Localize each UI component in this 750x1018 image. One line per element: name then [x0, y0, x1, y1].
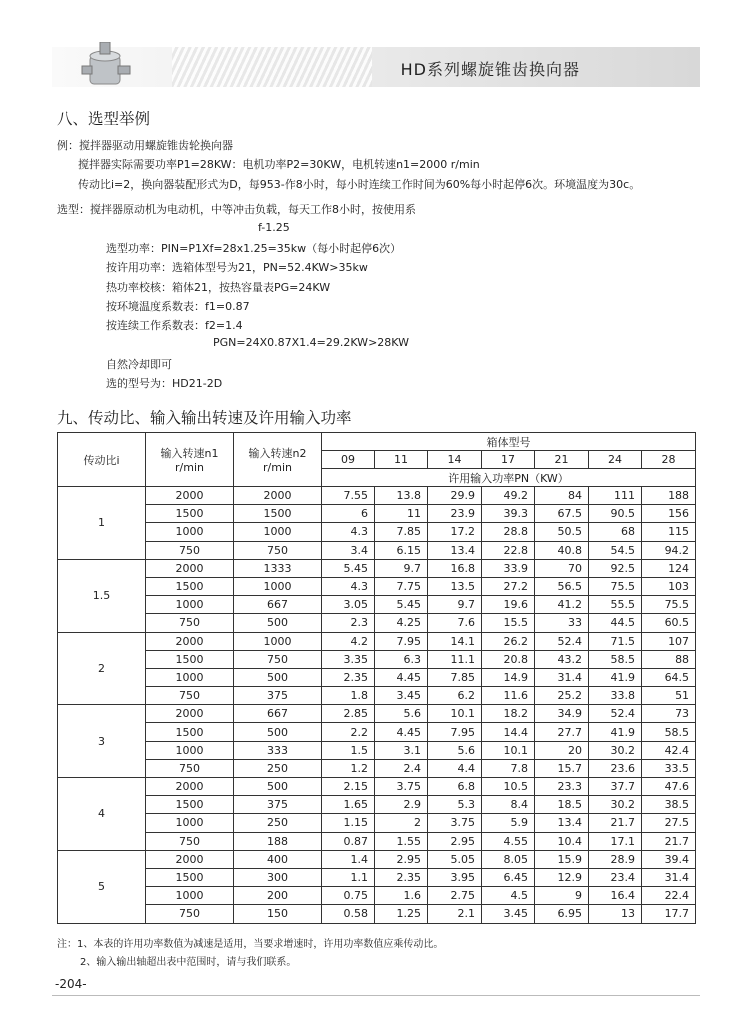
n1-cell: 750 — [146, 614, 234, 632]
power-cell: 7.95 — [375, 632, 428, 650]
power-cell: 4.55 — [482, 832, 535, 850]
power-cell: 6.3 — [375, 650, 428, 668]
table-row — [58, 487, 696, 505]
n1-cell: 2000 — [146, 778, 234, 796]
table-row — [58, 614, 696, 632]
power-cell: 5.05 — [428, 850, 482, 868]
power-cell: 58.5 — [642, 723, 696, 741]
selection-line-8: PGN=24X0.87X1.4=29.2KW>28KW — [213, 336, 409, 349]
power-cell: 14.4 — [482, 723, 535, 741]
box-size-24: 24 — [589, 451, 642, 469]
power-cell: 13.8 — [375, 487, 428, 505]
power-cell: 7.6 — [428, 614, 482, 632]
n2-cell: 150 — [234, 905, 322, 923]
power-cell: 7.85 — [375, 523, 428, 541]
power-cell: 9.7 — [375, 559, 428, 577]
power-cell: 16.8 — [428, 559, 482, 577]
power-cell: 70 — [535, 559, 589, 577]
power-cell: 2.3 — [322, 614, 375, 632]
box-size-28: 28 — [642, 451, 696, 469]
table-row — [58, 905, 696, 923]
power-cell: 43.2 — [535, 650, 589, 668]
ratio-cell: 3 — [58, 705, 146, 778]
table-row — [58, 632, 696, 650]
power-cell: 4.2 — [322, 632, 375, 650]
power-cell: 94.2 — [642, 541, 696, 559]
power-cell: 7.85 — [428, 668, 482, 686]
n1-cell: 1000 — [146, 523, 234, 541]
section-9-title: 九、传动比、输入输出转速及许用输入功率 — [57, 409, 352, 427]
power-cell: 2.35 — [322, 668, 375, 686]
n2-cell: 300 — [234, 868, 322, 886]
n1-cell: 1500 — [146, 723, 234, 741]
power-cell: 188 — [642, 487, 696, 505]
note-2: 2、输入输出轴超出表中范围时，请与我们联系。 — [80, 957, 297, 968]
table-row — [58, 796, 696, 814]
power-cell: 31.4 — [642, 868, 696, 886]
power-cell: 20.8 — [482, 650, 535, 668]
n1-cell: 750 — [146, 759, 234, 777]
power-cell: 2.1 — [428, 905, 482, 923]
table-row — [58, 832, 696, 850]
table-row — [58, 541, 696, 559]
n1-cell: 750 — [146, 832, 234, 850]
header-n2: 输入转速n2 r/min — [234, 433, 322, 487]
power-cell: 23.3 — [535, 778, 589, 796]
power-cell: 58.5 — [589, 650, 642, 668]
power-cell: 30.2 — [589, 796, 642, 814]
ratio-cell: 5 — [58, 850, 146, 923]
selection-line-7: 按连续工作系数表：f2=1.4 — [106, 319, 243, 332]
header-stripes — [172, 47, 372, 87]
power-cell: 31.4 — [535, 668, 589, 686]
table-row — [58, 505, 696, 523]
n2-cell: 400 — [234, 850, 322, 868]
power-cell: 5.9 — [482, 814, 535, 832]
power-cell: 68 — [589, 523, 642, 541]
n1-cell: 1500 — [146, 868, 234, 886]
power-cell: 4.45 — [375, 668, 428, 686]
table-row — [58, 705, 696, 723]
selection-line-5: 热功率校核：箱体21，按热容量表PG=24KW — [106, 281, 331, 294]
n1-cell: 1000 — [146, 814, 234, 832]
table-row — [58, 868, 696, 886]
n2-cell: 750 — [234, 541, 322, 559]
power-cell: 3.35 — [322, 650, 375, 668]
table-row — [58, 814, 696, 832]
n1-cell: 1000 — [146, 668, 234, 686]
power-cell: 39.3 — [482, 505, 535, 523]
power-cell: 2.35 — [375, 868, 428, 886]
table-row — [58, 759, 696, 777]
power-cell: 1.5 — [322, 741, 375, 759]
box-size-09: 09 — [322, 451, 375, 469]
selection-line-1: 选型：搅拌器原动机为电动机，中等冲击负载，每天工作8小时，按使用系 — [57, 203, 416, 216]
power-cell: 27.7 — [535, 723, 589, 741]
power-cell: 15.5 — [482, 614, 535, 632]
power-cell: 13.5 — [428, 577, 482, 595]
table-row — [58, 650, 696, 668]
power-cell: 29.9 — [428, 487, 482, 505]
power-cell: 2.75 — [428, 887, 482, 905]
power-cell: 2.95 — [375, 850, 428, 868]
power-cell: 54.5 — [589, 541, 642, 559]
example-line-1: 例：搅拌器驱动用螺旋锥齿轮换向器 — [57, 139, 233, 152]
power-cell: 4.5 — [482, 887, 535, 905]
power-cell: 21.7 — [589, 814, 642, 832]
selection-line-3: 选型功率：PIN=P1Xf=28x1.25=35kw（每小时起停6次） — [106, 242, 402, 255]
power-cell: 5.6 — [375, 705, 428, 723]
n2-cell: 375 — [234, 687, 322, 705]
n2-cell: 1000 — [234, 577, 322, 595]
power-cell: 22.4 — [642, 887, 696, 905]
power-cell: 73 — [642, 705, 696, 723]
n2-cell: 200 — [234, 887, 322, 905]
table-row — [58, 559, 696, 577]
ratio-cell: 1.5 — [58, 559, 146, 632]
power-cell: 3.75 — [428, 814, 482, 832]
power-cell: 2.2 — [322, 723, 375, 741]
page-number: -204- — [55, 977, 87, 991]
power-cell: 6.95 — [535, 905, 589, 923]
n2-cell: 1000 — [234, 632, 322, 650]
header-ratio: 传动比i — [58, 433, 146, 487]
n1-cell: 2000 — [146, 487, 234, 505]
power-cell: 4.4 — [428, 759, 482, 777]
n2-cell: 1500 — [234, 505, 322, 523]
n2-cell: 188 — [234, 832, 322, 850]
power-cell: 56.5 — [535, 577, 589, 595]
n2-cell: 500 — [234, 668, 322, 686]
power-cell: 52.4 — [589, 705, 642, 723]
power-cell: 23.6 — [589, 759, 642, 777]
n2-cell: 1333 — [234, 559, 322, 577]
power-cell: 107 — [642, 632, 696, 650]
power-cell: 41.2 — [535, 596, 589, 614]
power-cell: 17.7 — [642, 905, 696, 923]
n1-cell: 1000 — [146, 596, 234, 614]
power-cell: 14.9 — [482, 668, 535, 686]
power-cell: 6 — [322, 505, 375, 523]
power-cell: 3.75 — [375, 778, 428, 796]
power-cell: 49.2 — [482, 487, 535, 505]
power-cell: 84 — [535, 487, 589, 505]
n1-cell: 2000 — [146, 850, 234, 868]
selection-line-6: 按环境温度系数表：f1=0.87 — [106, 300, 250, 313]
power-cell: 33.5 — [642, 759, 696, 777]
power-cell: 16.4 — [589, 887, 642, 905]
power-cell: 7.55 — [322, 487, 375, 505]
power-cell: 88 — [642, 650, 696, 668]
power-cell: 52.4 — [535, 632, 589, 650]
box-size-17: 17 — [482, 451, 535, 469]
power-cell: 23.9 — [428, 505, 482, 523]
power-cell: 1.2 — [322, 759, 375, 777]
selection-line-10: 选的型号为：HD21-2D — [106, 377, 223, 390]
power-cell: 11 — [375, 505, 428, 523]
power-cell: 55.5 — [589, 596, 642, 614]
power-cell: 1.4 — [322, 850, 375, 868]
power-cell: 2 — [375, 814, 428, 832]
n2-cell: 750 — [234, 650, 322, 668]
power-cell: 1.25 — [375, 905, 428, 923]
power-cell: 23.4 — [589, 868, 642, 886]
power-cell: 33.8 — [589, 687, 642, 705]
header-band — [52, 47, 700, 87]
power-cell: 1.8 — [322, 687, 375, 705]
power-cell: 4.3 — [322, 577, 375, 595]
power-cell: 71.5 — [589, 632, 642, 650]
power-cell: 25.2 — [535, 687, 589, 705]
note-1: 注：1、本表的许用功率数值为减速是适用，当要求增速时，许用功率数值应乘传动比。 — [57, 939, 444, 950]
power-cell: 10.1 — [428, 705, 482, 723]
power-cell: 5.3 — [428, 796, 482, 814]
power-cell: 17.2 — [428, 523, 482, 541]
power-cell: 18.5 — [535, 796, 589, 814]
n1-cell: 750 — [146, 541, 234, 559]
power-cell: 0.87 — [322, 832, 375, 850]
n2-cell: 500 — [234, 778, 322, 796]
power-cell: 10.5 — [482, 778, 535, 796]
power-cell: 27.5 — [642, 814, 696, 832]
header-title: HD系列螺旋锥齿换向器 — [400, 60, 580, 79]
ratio-cell: 1 — [58, 487, 146, 560]
power-cell: 67.5 — [535, 505, 589, 523]
power-cell: 9 — [535, 887, 589, 905]
power-cell: 41.9 — [589, 668, 642, 686]
n1-cell: 2000 — [146, 705, 234, 723]
power-cell: 10.1 — [482, 741, 535, 759]
power-cell: 28.8 — [482, 523, 535, 541]
n2-cell: 500 — [234, 723, 322, 741]
n1-cell: 1500 — [146, 577, 234, 595]
power-cell: 50.5 — [535, 523, 589, 541]
power-cell: 13 — [589, 905, 642, 923]
power-cell: 21.7 — [642, 832, 696, 850]
power-cell: 19.6 — [482, 596, 535, 614]
power-cell: 42.4 — [642, 741, 696, 759]
n1-cell: 1500 — [146, 505, 234, 523]
power-cell: 51 — [642, 687, 696, 705]
power-cell: 0.75 — [322, 887, 375, 905]
table-row — [58, 523, 696, 541]
power-cell: 92.5 — [589, 559, 642, 577]
power-cell: 17.1 — [589, 832, 642, 850]
power-cell: 33 — [535, 614, 589, 632]
power-cell: 2.85 — [322, 705, 375, 723]
table-row — [58, 887, 696, 905]
power-cell: 0.58 — [322, 905, 375, 923]
power-cell: 90.5 — [589, 505, 642, 523]
power-cell: 6.8 — [428, 778, 482, 796]
power-cell: 28.9 — [589, 850, 642, 868]
n2-cell: 667 — [234, 705, 322, 723]
power-cell: 3.05 — [322, 596, 375, 614]
power-cell: 9.7 — [428, 596, 482, 614]
n1-cell: 1500 — [146, 650, 234, 668]
power-cell: 103 — [642, 577, 696, 595]
power-cell: 14.1 — [428, 632, 482, 650]
n2-cell: 333 — [234, 741, 322, 759]
table-row — [58, 723, 696, 741]
selection-table — [57, 432, 696, 924]
power-cell: 2.15 — [322, 778, 375, 796]
power-cell: 18.2 — [482, 705, 535, 723]
n1-cell: 1000 — [146, 741, 234, 759]
power-cell: 64.5 — [642, 668, 696, 686]
power-cell: 6.45 — [482, 868, 535, 886]
ratio-cell: 2 — [58, 632, 146, 705]
power-cell: 20 — [535, 741, 589, 759]
box-size-11: 11 — [375, 451, 428, 469]
header-box-type: 箱体型号 — [322, 433, 696, 451]
power-cell: 11.6 — [482, 687, 535, 705]
power-cell: 4.25 — [375, 614, 428, 632]
power-cell: 3.1 — [375, 741, 428, 759]
n2-cell: 500 — [234, 614, 322, 632]
n1-cell: 2000 — [146, 559, 234, 577]
power-cell: 5.45 — [375, 596, 428, 614]
power-cell: 22.8 — [482, 541, 535, 559]
power-cell: 1.65 — [322, 796, 375, 814]
table-row — [58, 741, 696, 759]
power-cell: 111 — [589, 487, 642, 505]
n1-cell: 2000 — [146, 632, 234, 650]
table-row — [58, 668, 696, 686]
power-cell: 5.45 — [322, 559, 375, 577]
power-cell: 15.7 — [535, 759, 589, 777]
power-cell: 3.45 — [482, 905, 535, 923]
table-row — [58, 778, 696, 796]
power-cell: 3.4 — [322, 541, 375, 559]
table-row — [58, 687, 696, 705]
n2-cell: 2000 — [234, 487, 322, 505]
power-cell: 8.4 — [482, 796, 535, 814]
power-cell: 8.05 — [482, 850, 535, 868]
power-cell: 26.2 — [482, 632, 535, 650]
example-line-2: 搅拌器实际需要功率P1=28KW：电机功率P2=30KW，电机转速n1=2000 r/min — [78, 158, 480, 171]
power-cell: 6.2 — [428, 687, 482, 705]
n1-cell: 750 — [146, 687, 234, 705]
power-cell: 11.1 — [428, 650, 482, 668]
n1-cell: 1500 — [146, 796, 234, 814]
power-cell: 7.75 — [375, 577, 428, 595]
power-cell: 6.15 — [375, 541, 428, 559]
power-cell: 124 — [642, 559, 696, 577]
power-cell: 60.5 — [642, 614, 696, 632]
power-cell: 33.9 — [482, 559, 535, 577]
power-cell: 5.6 — [428, 741, 482, 759]
power-cell: 38.5 — [642, 796, 696, 814]
power-cell: 75.5 — [589, 577, 642, 595]
bottom-rule — [52, 995, 700, 996]
power-cell: 10.4 — [535, 832, 589, 850]
n2-cell: 1000 — [234, 523, 322, 541]
box-size-21: 21 — [535, 451, 589, 469]
power-cell: 47.6 — [642, 778, 696, 796]
selection-line-4: 按许用功率：选箱体型号为21，PN=52.4KW>35kw — [106, 261, 368, 274]
power-cell: 4.3 — [322, 523, 375, 541]
n2-cell: 667 — [234, 596, 322, 614]
power-cell: 30.2 — [589, 741, 642, 759]
header-power: 许用输入功率PN（KW） — [322, 469, 696, 487]
power-cell: 12.9 — [535, 868, 589, 886]
power-cell: 75.5 — [642, 596, 696, 614]
n1-cell: 750 — [146, 905, 234, 923]
selection-line-9: 自然冷却即可 — [106, 358, 172, 371]
power-cell: 13.4 — [428, 541, 482, 559]
table-row — [58, 577, 696, 595]
power-cell: 4.45 — [375, 723, 428, 741]
example-line-3: 传动比i=2，换向器装配形式为D，每953-作8小时，每小时连续工作时间为60%每小时起停6次。环境温度为30c。 — [78, 178, 641, 191]
power-cell: 37.7 — [589, 778, 642, 796]
power-cell: 2.95 — [428, 832, 482, 850]
n1-cell: 1000 — [146, 887, 234, 905]
power-cell: 3.95 — [428, 868, 482, 886]
power-cell: 34.9 — [535, 705, 589, 723]
n2-cell: 250 — [234, 759, 322, 777]
power-cell: 2.4 — [375, 759, 428, 777]
header-n1: 输入转速n1 r/min — [146, 433, 234, 487]
n2-cell: 375 — [234, 796, 322, 814]
selection-line-2: f-1.25 — [258, 221, 290, 234]
n2-cell: 250 — [234, 814, 322, 832]
gearbox-icon — [80, 42, 132, 88]
box-size-14: 14 — [428, 451, 482, 469]
power-cell: 1.15 — [322, 814, 375, 832]
table-row — [58, 596, 696, 614]
power-cell: 1.55 — [375, 832, 428, 850]
power-cell: 7.95 — [428, 723, 482, 741]
power-cell: 2.9 — [375, 796, 428, 814]
power-cell: 27.2 — [482, 577, 535, 595]
power-cell: 1.1 — [322, 868, 375, 886]
power-cell: 156 — [642, 505, 696, 523]
power-cell: 1.6 — [375, 887, 428, 905]
power-cell: 41.9 — [589, 723, 642, 741]
power-cell: 39.4 — [642, 850, 696, 868]
table-row — [58, 850, 696, 868]
power-cell: 40.8 — [535, 541, 589, 559]
ratio-cell: 4 — [58, 778, 146, 851]
power-cell: 13.4 — [535, 814, 589, 832]
power-cell: 44.5 — [589, 614, 642, 632]
section-8-title: 八、选型举例 — [57, 110, 151, 128]
power-cell: 15.9 — [535, 850, 589, 868]
power-cell: 115 — [642, 523, 696, 541]
power-cell: 3.45 — [375, 687, 428, 705]
power-cell: 7.8 — [482, 759, 535, 777]
